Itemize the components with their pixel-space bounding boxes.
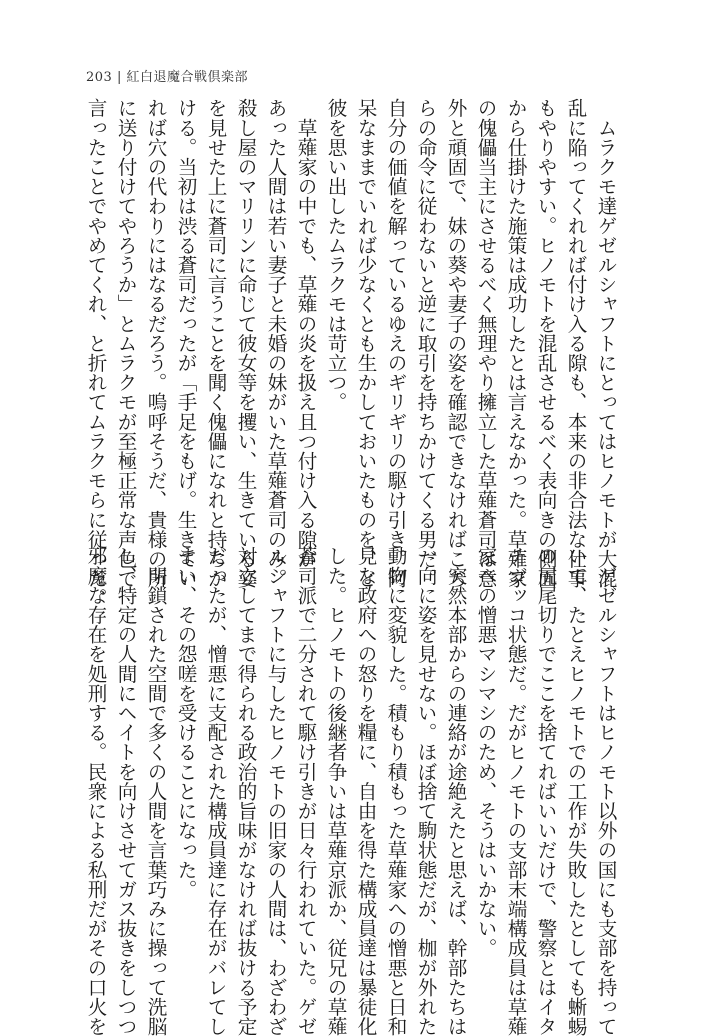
text-line: に送り付けてやろうか」とムラクモが至極正常な声色で [114, 98, 137, 588]
text-line: らの命令に従わないと逆に取引を持ちかけてくる男だ。 [414, 98, 437, 588]
text-line: の傀儡当主にさせるべく無理やり擁立した草薙蒼司は意 [474, 98, 497, 588]
text-line: いて、たとえヒノモトでの工作が失敗したとしても蜥蜴 [564, 546, 587, 1036]
text-line: ける。当初は渋る蒼司だったが「手足をもげ。生きてい [174, 98, 197, 588]
page-number: 203 [86, 70, 113, 85]
text-line: 外と頑固で、妹の葵や妻子の姿を確認できなければこち [444, 98, 467, 588]
running-header [86, 66, 248, 85]
bottom-text-block [82, 546, 618, 1036]
text-line: 閉鎖された空間で多くの人間を言葉巧みに操って洗脳 [144, 546, 167, 1036]
text-line: 彼を思い出したムラクモは苛立つ。 [324, 98, 347, 412]
text-line: 見な政府への怒りを糧に、自由を得た構成員達は暴徒化 [354, 546, 377, 1036]
text-line: 呆なままでいれば少なくとも生かしておいたものを、と [354, 98, 377, 588]
text-line: 動物に変貌した。積もり積もった草薙家への憎悪と日和 [384, 546, 407, 1036]
text-line: 家への憎悪マシマシのため、そうはいかない。 [474, 546, 497, 958]
text-line: まい、その怨嗟を受けることになった。 [174, 546, 197, 899]
text-line: 言ったことでやめてくれ、と折れてムラクモらに従った。 [84, 98, 107, 608]
text-line: 殺し屋のマリリンに命じて彼女等を攫い、生きている姿 [234, 98, 257, 588]
text-line: 対立してまで得られる政治的旨味がなければ抜ける予定 [234, 546, 257, 1036]
book-title: 紅白退魔合戦倶楽部 [126, 70, 249, 85]
header-separator: | [116, 70, 122, 85]
text-line: あった人間は若い妻子と未婚の妹がいた草薙蒼司のみ。 [264, 98, 287, 588]
text-line: 一向に姿を見せない。ほぼ捨て駒状態だが、枷が外れた [414, 546, 437, 1036]
text-line: チゴッコ状態だ。だがヒノモトの支部末端構成員は草薙 [504, 546, 527, 1036]
text-line: 突然本部からの連絡が途絶えたと思えば、幹部たちは [444, 546, 467, 1036]
text-line: れば穴の代わりにはなるだろう。嗚呼そうだ、貴様の所 [144, 98, 167, 588]
text-line: から仕掛けた施策は成功したとは言えなかった。草薙家 [504, 98, 527, 588]
text-line: もやりやすい。ヒノモトを混乱させるべく表向きの側面 [534, 98, 557, 588]
top-text-block [82, 98, 618, 608]
text-line: 蒼司派で二分されて駆け引きが日々行われていた。ゲゼ [294, 546, 317, 1036]
text-line: 乱に陥ってくれれば付け入る隙も、本来の非合法な仕事 [564, 98, 587, 588]
text-line: だったが、憎悪に支配された構成員達に存在がバレてし [204, 546, 227, 1036]
text-line: 自分の価値を解っているゆえのギリギリの駆け引き。阿 [384, 98, 407, 588]
text-line: ゲゼルシャフトはヒノモト以外の国にも支部を持って [594, 546, 617, 1036]
text-line: し、特定の人間にヘイトを向けさせてガス抜きをしつつ [114, 546, 137, 1036]
text-line: した。ヒノモトの後継者争いは草薙京派か、従兄の草薙 [324, 546, 347, 1036]
text-line: 草薙家の中でも、草薙の炎を扱え且つ付け入る隙が [294, 98, 317, 569]
text-line: の尻尾切りでここを捨てればいいだけで、警察とはイタ [534, 546, 557, 1036]
text-line: を見せた上に蒼司に言うことを聞く傀儡になれと持ちか [204, 98, 227, 588]
text-line: 邪魔な存在を処刑する。民衆による私刑だがその口火を [84, 546, 107, 1036]
text-line: ルシャフトに与したヒノモトの旧家の人間は、わざわざ [264, 546, 287, 1036]
text-line: ムラクモ達ゲゼルシャフトにとってはヒノモトが大混 [594, 98, 617, 588]
